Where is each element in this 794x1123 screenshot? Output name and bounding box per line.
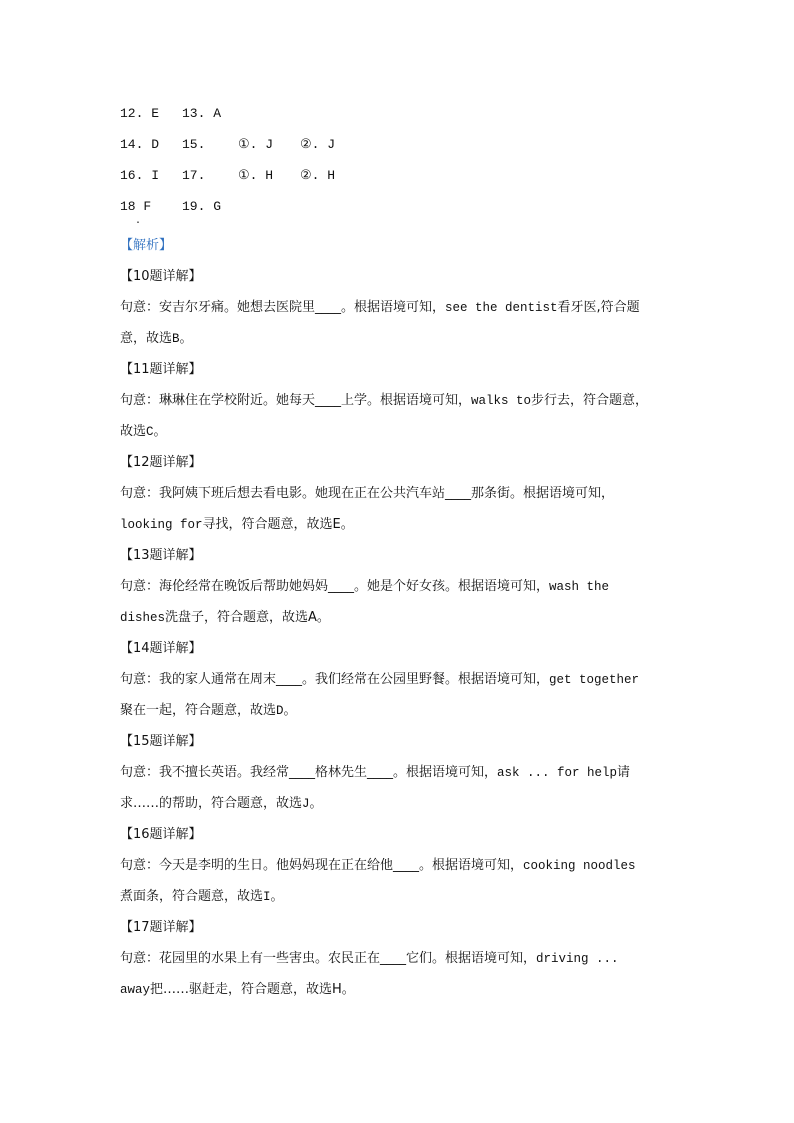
question-heading: 【11题详解】 bbox=[120, 362, 202, 377]
english-phrase: B bbox=[172, 332, 180, 346]
answer-cell: 16. I bbox=[120, 168, 160, 183]
question-list bbox=[120, 267, 680, 1011]
explanation-line bbox=[120, 515, 680, 546]
explanation-line bbox=[120, 608, 680, 639]
explanation-line bbox=[120, 670, 680, 701]
explanation-text: 句意：琳琳住在学校附近。她每天____上学。根据语境可知， bbox=[120, 393, 472, 408]
answer-cell: 12. E bbox=[120, 106, 160, 121]
explanation-line bbox=[120, 949, 680, 980]
explanation-text: 寻找，符合题意，故选E。 bbox=[202, 517, 354, 532]
english-phrase: away bbox=[120, 983, 151, 997]
english-phrase: see the dentist bbox=[445, 301, 558, 315]
explanation-line bbox=[120, 329, 680, 360]
explanation-text: 步行去，符合题意， bbox=[531, 393, 649, 408]
analysis-title: 【解析】 bbox=[120, 238, 173, 253]
english-phrase: C bbox=[146, 425, 154, 439]
explanation-text: 。 bbox=[179, 331, 193, 346]
english-phrase: dishes bbox=[120, 611, 166, 625]
explanation-text: 句意：我阿姨下班后想去看电影。她现在正在公共汽车站____那条街。根据语境可知， bbox=[120, 486, 615, 501]
explanation-line bbox=[120, 887, 680, 918]
explanation-text: 。 bbox=[309, 796, 323, 811]
explanation-line bbox=[120, 484, 680, 515]
answer-cell: ①. J bbox=[238, 137, 274, 152]
explanation-text: 聚在一起，符合题意，故选 bbox=[120, 703, 277, 718]
analysis-section bbox=[120, 236, 680, 1011]
answer-cell: 14. D bbox=[120, 137, 160, 152]
english-phrase: ask ... for help bbox=[497, 766, 618, 780]
english-phrase: D bbox=[276, 704, 284, 718]
question-heading: 【17题详解】 bbox=[120, 920, 202, 935]
explanation-line bbox=[120, 577, 680, 608]
explanation-line bbox=[120, 856, 680, 887]
explanation-text: 煮面条，符合题意，故选 bbox=[120, 889, 264, 904]
stray-dot: . bbox=[135, 216, 142, 227]
answer-cell: 13. A bbox=[182, 106, 222, 121]
explanation-text: 把……驱赶走，符合题意，故选H。 bbox=[150, 982, 355, 997]
english-phrase: wash the bbox=[549, 580, 610, 594]
answer-cell: ①. H bbox=[238, 168, 274, 183]
english-phrase: I bbox=[263, 890, 271, 904]
explanation-text: 句意：花园里的水果上有一些害虫。农民正在____它们。根据语境可知， bbox=[120, 951, 537, 966]
english-phrase: walks to bbox=[471, 394, 532, 408]
explanation-line bbox=[120, 298, 680, 329]
explanation-text: 请 bbox=[617, 765, 631, 780]
explanation-text: 故选 bbox=[120, 424, 147, 439]
explanation-text: 洗盘子，符合题意，故选A。 bbox=[165, 610, 330, 625]
english-phrase: driving ... bbox=[536, 952, 619, 966]
explanation-text: 句意：我的家人通常在周末____。我们经常在公园里野餐。根据语境可知， bbox=[120, 672, 550, 687]
explanation-text: 句意：安吉尔牙痛。她想去医院里____。根据语境可知， bbox=[120, 300, 446, 315]
english-phrase: J bbox=[302, 797, 310, 811]
english-phrase: get together bbox=[549, 673, 640, 687]
answer-cell: ②. J bbox=[300, 137, 336, 152]
explanation-line bbox=[120, 391, 680, 422]
explanation-text: 。 bbox=[283, 703, 297, 718]
question-heading: 【14题详解】 bbox=[120, 641, 202, 656]
explanation-text: 求……的帮助，符合题意，故选 bbox=[120, 796, 303, 811]
explanation-line bbox=[120, 980, 680, 1011]
explanation-line bbox=[120, 763, 680, 794]
explanation-text: 。 bbox=[153, 424, 167, 439]
question-heading: 【15题详解】 bbox=[120, 734, 202, 749]
explanation-line bbox=[120, 422, 680, 453]
explanation-text: 。 bbox=[270, 889, 284, 904]
explanation-line bbox=[120, 794, 680, 825]
answer-cell: 17. bbox=[182, 168, 206, 183]
explanation-text: 句意：海伦经常在晚饭后帮助她妈妈____。她是个好女孩。根据语境可知， bbox=[120, 579, 550, 594]
answer-cell: 19. G bbox=[182, 199, 222, 214]
english-phrase: cooking noodles bbox=[523, 859, 636, 873]
explanation-text: 句意：今天是李明的生日。他妈妈现在正在给他____。根据语境可知， bbox=[120, 858, 524, 873]
answer-cell: ②. H bbox=[300, 168, 336, 183]
explanation-line bbox=[120, 701, 680, 732]
question-heading: 【16题详解】 bbox=[120, 827, 202, 842]
question-heading: 【10题详解】 bbox=[120, 269, 202, 284]
answer-cell: 15. bbox=[182, 137, 206, 152]
answer-cell: 18 F bbox=[120, 199, 152, 214]
question-heading: 【13题详解】 bbox=[120, 548, 202, 563]
explanation-text: 句意：我不擅长英语。我经常____格林先生____。根据语境可知， bbox=[120, 765, 498, 780]
explanation-text: 看牙医,符合题 bbox=[557, 300, 640, 315]
english-phrase: looking for bbox=[120, 518, 203, 532]
question-heading: 【12题详解】 bbox=[120, 455, 202, 470]
explanation-text: 意，故选 bbox=[120, 331, 173, 346]
